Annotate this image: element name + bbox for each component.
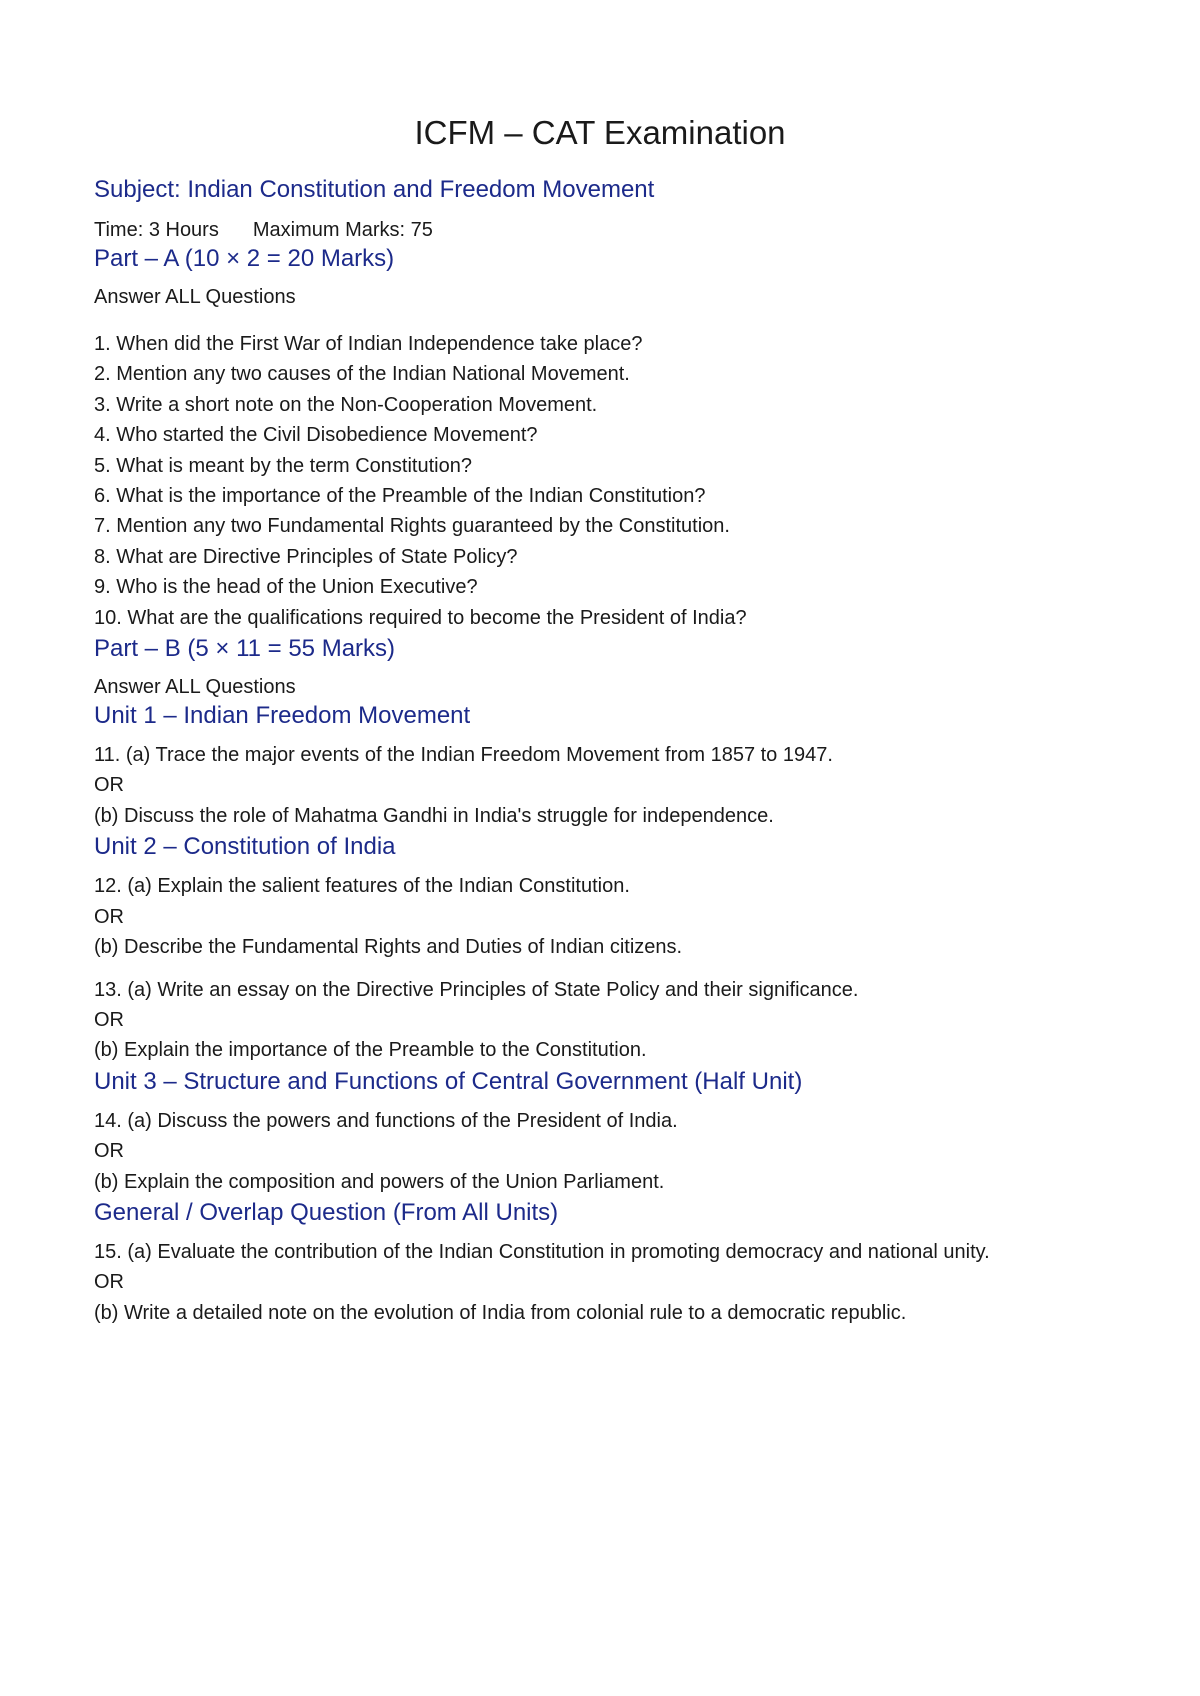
question-item: 6. What is the importance of the Preamble of the Indian Constitution? — [94, 485, 706, 508]
unit-heading: Unit 3 – Structure and Functions of Central Government (Half Unit) — [94, 1067, 803, 1095]
question-option-a: 12. (a) Explain the salient features of the Indian Constitution. — [94, 875, 630, 898]
or-label: OR — [94, 1271, 124, 1294]
question-option-a: 11. (a) Trace the major events of the Indian Freedom Movement from 1857 to 1947. — [94, 744, 833, 767]
question-block — [94, 871, 1114, 962]
question-block — [94, 1106, 1114, 1197]
part-b-instruction: Answer ALL Questions — [94, 676, 296, 699]
question-option-a: 14. (a) Discuss the powers and functions of the President of India. — [94, 1109, 678, 1132]
exam-content — [94, 174, 1114, 1328]
or-label: OR — [94, 1140, 124, 1163]
question-option-b: (b) Explain the importance of the Preamble to the Constitution. — [94, 1039, 647, 1062]
question-item: 9. Who is the head of the Union Executive? — [94, 576, 478, 599]
exam-meta — [94, 217, 1114, 243]
unit-heading: General / Overlap Question (From All Units) — [94, 1198, 559, 1226]
question-option-b: (b) Describe the Fundamental Rights and Duties of Indian citizens. — [94, 936, 683, 959]
question-item: 10. What are the qualifications required to become the President of India? — [94, 606, 747, 629]
exam-title: ICFM – CAT Examination — [414, 114, 786, 151]
or-label: OR — [94, 905, 124, 928]
part-a-heading: Part – A (10 × 2 = 20 Marks) — [94, 245, 395, 272]
question-item: 7. Mention any two Fundamental Rights guaranteed by the Constitution. — [94, 515, 730, 538]
question-item: 3. Write a short note on the Non-Cooperation Movement. — [94, 393, 598, 416]
unit-heading: Unit 2 – Constitution of India — [94, 833, 396, 861]
subject-line: Subject: Indian Constitution and Freedom Movement — [94, 176, 655, 203]
question-item: 1. When did the First War of Indian Independence take place? — [94, 333, 643, 355]
question-block — [94, 975, 1114, 1066]
question-option-b: (b) Write a detailed note on the evolution of India from colonial rule to a democratic republic. — [94, 1301, 907, 1324]
question-item: 2. Mention any two causes of the Indian National Movement. — [94, 363, 630, 386]
question-option-a: 13. (a) Write an essay on the Directive Principles of State Policy and their significance. — [94, 978, 859, 1001]
question-item: 5. What is meant by the term Constitution? — [94, 454, 472, 477]
part-b-heading: Part – B (5 × 11 = 55 Marks) — [94, 635, 396, 663]
question-item: 8. What are Directive Principles of State Policy? — [94, 545, 518, 568]
question-option-a: 15. (a) Evaluate the contribution of the Indian Constitution in promoting democracy and national unity. — [94, 1240, 990, 1263]
question-option-b: (b) Discuss the role of Mahatma Gandhi in India's struggle for independence. — [94, 804, 774, 827]
part-a-question-list — [94, 329, 1114, 633]
part-a-instruction: Answer ALL Questions — [94, 286, 296, 308]
or-label: OR — [94, 774, 124, 797]
question-block — [94, 1237, 1114, 1328]
question-option-b: (b) Explain the composition and powers of the Union Parliament. — [94, 1170, 665, 1193]
or-label: OR — [94, 1008, 124, 1031]
question-block — [94, 740, 1114, 831]
unit-heading: Unit 1 – Indian Freedom Movement — [94, 702, 471, 730]
question-item: 4. Who started the Civil Disobedience Movement? — [94, 424, 538, 447]
time-label: Time: 3 Hours — [94, 219, 219, 241]
max-marks-label: Maximum Marks: 75 — [252, 219, 433, 241]
